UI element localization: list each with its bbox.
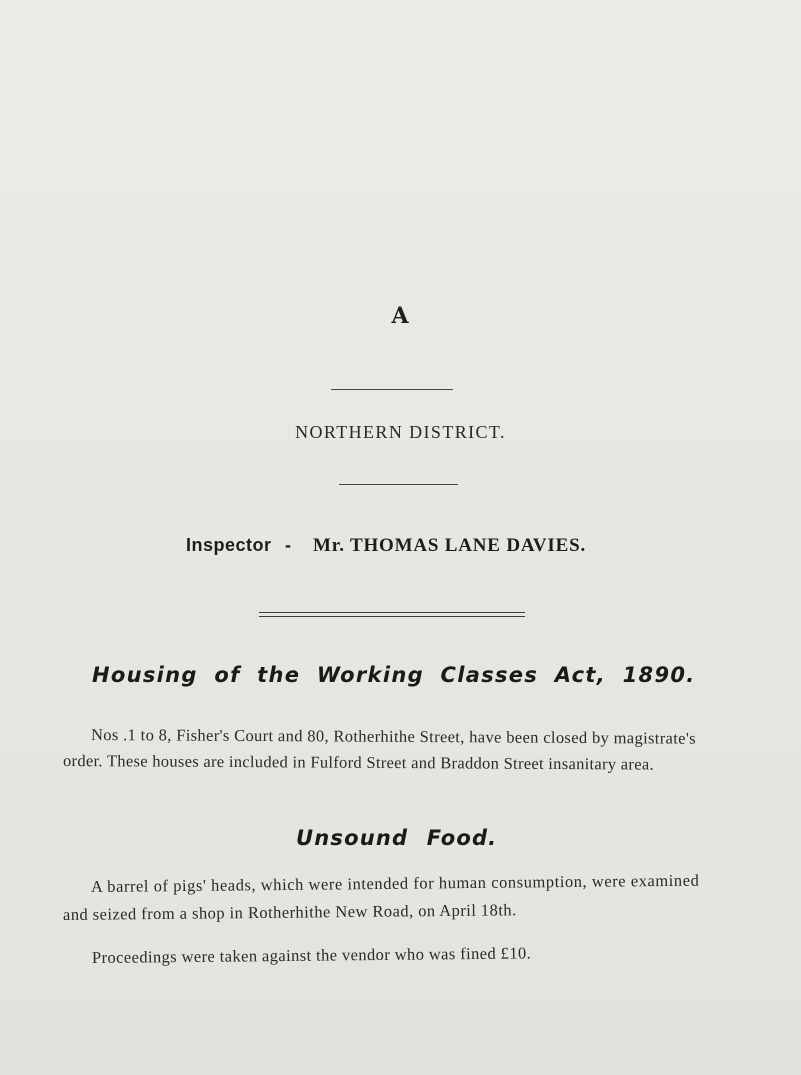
unsound-food-paragraph-line: and seized from a shop in Rotherhithe New Road, on April 18th. (62, 900, 517, 924)
divider-rule (331, 389, 453, 390)
proceedings-line: Proceedings were taken against the vendor who was fined £10. (91, 943, 532, 967)
divider-rule (339, 484, 458, 485)
double-rule-top (259, 612, 525, 613)
section-letter: A (391, 303, 410, 329)
housing-paragraph-line: Nos .1 to 8, Fisher's Court and 80, Rotherhithe Street, have been closed by magistrate's (90, 725, 697, 748)
inspector-name: Mr. THOMAS LANE DAVIES. (313, 535, 587, 556)
housing-act-heading: Housing of the Working Classes Act, 1890. (92, 663, 696, 687)
unsound-food-heading: Unsound Food. (296, 826, 498, 850)
housing-paragraph-line: order. These houses are included in Fulford Street and Braddon Street insanitary area. (62, 751, 654, 774)
double-rule-bottom (259, 616, 525, 617)
district-title: NORTHERN DISTRICT. (295, 422, 506, 442)
unsound-food-paragraph-line: A barrel of pigs' heads, which were intended for human consumption, were examined (90, 870, 700, 896)
inspector-label: Inspector (186, 535, 272, 555)
inspector-separator: - (285, 535, 291, 555)
